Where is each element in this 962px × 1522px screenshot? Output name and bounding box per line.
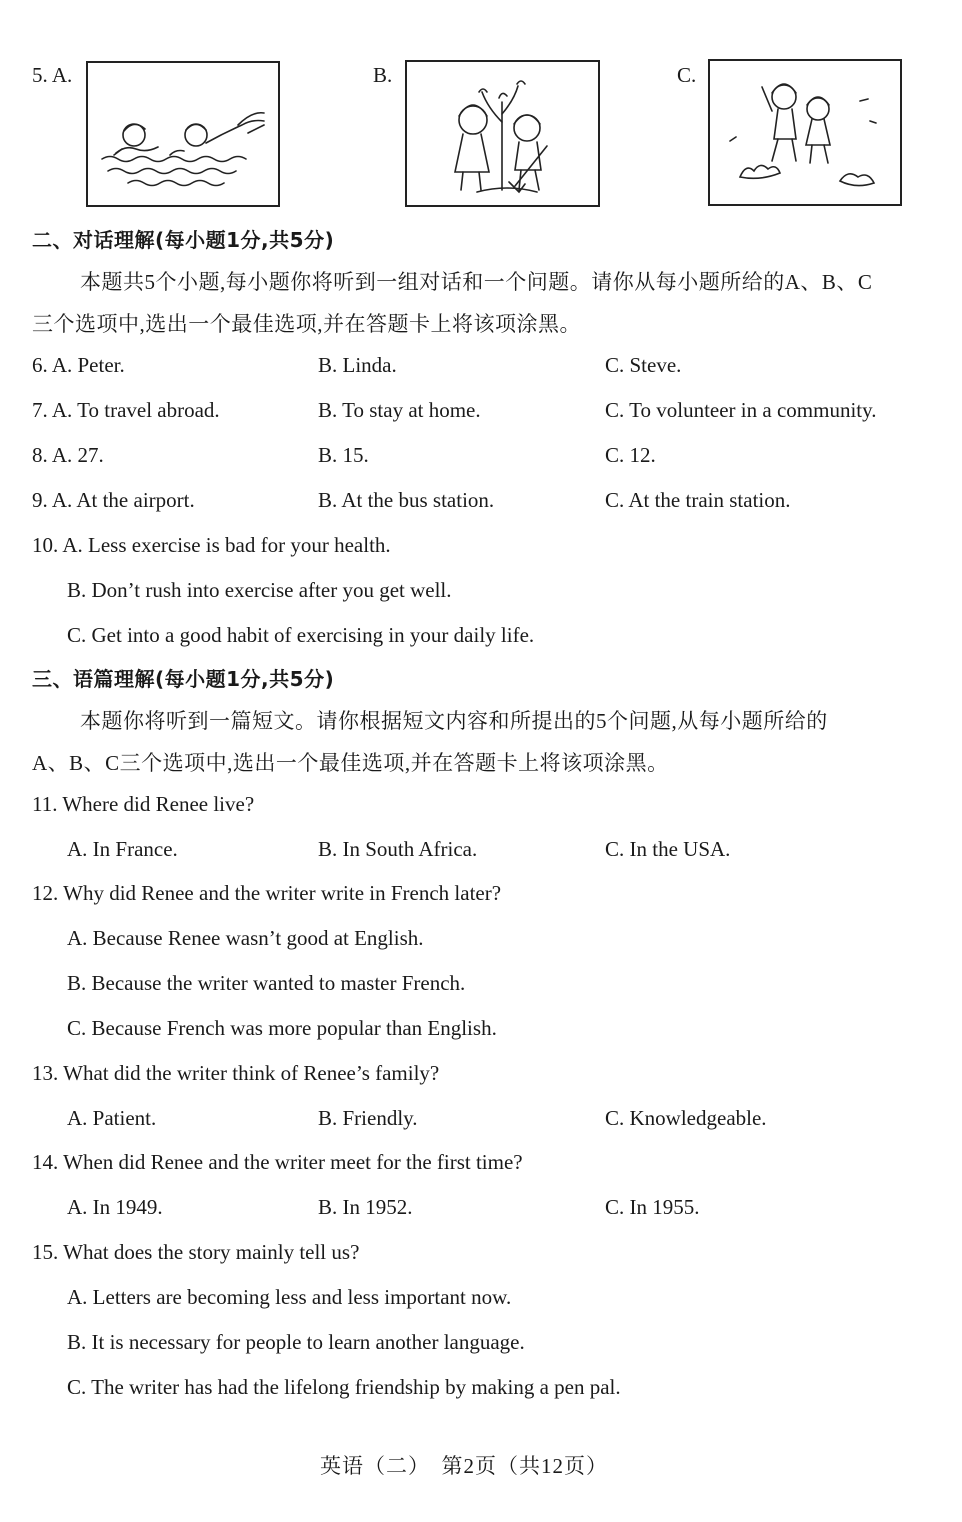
q6-option-b: B. Linda. bbox=[318, 353, 397, 377]
q6-option-c: C. Steve. bbox=[605, 353, 682, 377]
picture-c-hiking bbox=[708, 59, 902, 206]
q8-option-a: 8. A. 27. bbox=[32, 443, 104, 467]
q5-label: 5. A. bbox=[32, 63, 73, 87]
q11-option-b: B. In South Africa. bbox=[318, 837, 478, 861]
section-3-instruction-line-1: 本题你将听到一篇短文。请你根据短文内容和所提出的5个问题,从每小题所给的 bbox=[80, 709, 828, 733]
q8-option-c: C. 12. bbox=[605, 443, 656, 467]
q14-option-c: C. In 1955. bbox=[605, 1195, 700, 1219]
section-3-instruction-line-2: A、B、C三个选项中,选出一个最佳选项,并在答题卡上将该项涂黑。 bbox=[32, 751, 669, 775]
picture-b-tree-planting bbox=[405, 60, 600, 207]
page-footer: 英语（二） 第2页（共12页） bbox=[320, 1454, 608, 1478]
q13-option-a: A. Patient. bbox=[67, 1106, 157, 1130]
q7-option-c: C. To volunteer in a community. bbox=[605, 398, 877, 422]
q11-option-c: C. In the USA. bbox=[605, 837, 731, 861]
section-2-instruction-line-2: 三个选项中,选出一个最佳选项,并在答题卡上将该项涂黑。 bbox=[32, 312, 581, 336]
q13-option-b: B. Friendly. bbox=[318, 1106, 418, 1130]
q8-option-b: B. 15. bbox=[318, 443, 369, 467]
q14-question: 14. When did Renee and the writer meet for the first time? bbox=[32, 1150, 523, 1174]
q6-option-a: 6. A. Peter. bbox=[32, 353, 125, 377]
section-2-heading: 二、对话理解(每小题1分,共5分) bbox=[32, 228, 335, 252]
q12-option-a: A. Because Renee wasn’t good at English. bbox=[67, 926, 424, 950]
q13-question: 13. What did the writer think of Renee’s family? bbox=[32, 1061, 440, 1085]
q5-option-b-label: B. bbox=[373, 63, 393, 87]
q15-option-b: B. It is necessary for people to learn another language. bbox=[67, 1330, 525, 1354]
q11-option-a: A. In France. bbox=[67, 837, 178, 861]
q13-option-c: C. Knowledgeable. bbox=[605, 1106, 767, 1130]
q12-option-b: B. Because the writer wanted to master French. bbox=[67, 971, 466, 995]
picture-a-swimming bbox=[86, 61, 280, 207]
q12-option-c: C. Because French was more popular than English. bbox=[67, 1016, 497, 1040]
q15-question: 15. What does the story mainly tell us? bbox=[32, 1240, 360, 1264]
q5-option-c-label: C. bbox=[677, 63, 697, 87]
q7-option-b: B. To stay at home. bbox=[318, 398, 481, 422]
q9-option-c: C. At the train station. bbox=[605, 488, 791, 512]
section-3-heading: 三、语篇理解(每小题1分,共5分) bbox=[32, 667, 335, 691]
q9-option-a: 9. A. At the airport. bbox=[32, 488, 195, 512]
q12-question: 12. Why did Renee and the writer write in French later? bbox=[32, 881, 502, 905]
q14-option-b: B. In 1952. bbox=[318, 1195, 413, 1219]
q9-option-b: B. At the bus station. bbox=[318, 488, 495, 512]
q15-option-c: C. The writer has had the lifelong friendship by making a pen pal. bbox=[67, 1375, 621, 1399]
q11-question: 11. Where did Renee live? bbox=[32, 792, 255, 816]
q10-option-b: B. Don’t rush into exercise after you get well. bbox=[67, 578, 452, 602]
q10-option-c: C. Get into a good habit of exercising in your daily life. bbox=[67, 623, 535, 647]
section-2-instruction-line-1: 本题共5个小题,每小题你将听到一组对话和一个问题。请你从每小题所给的A、B、C bbox=[80, 270, 873, 294]
q15-option-a: A. Letters are becoming less and less important now. bbox=[67, 1285, 512, 1309]
q10-option-a: 10. A. Less exercise is bad for your health. bbox=[32, 533, 391, 557]
q7-option-a: 7. A. To travel abroad. bbox=[32, 398, 220, 422]
q14-option-a: A. In 1949. bbox=[67, 1195, 163, 1219]
